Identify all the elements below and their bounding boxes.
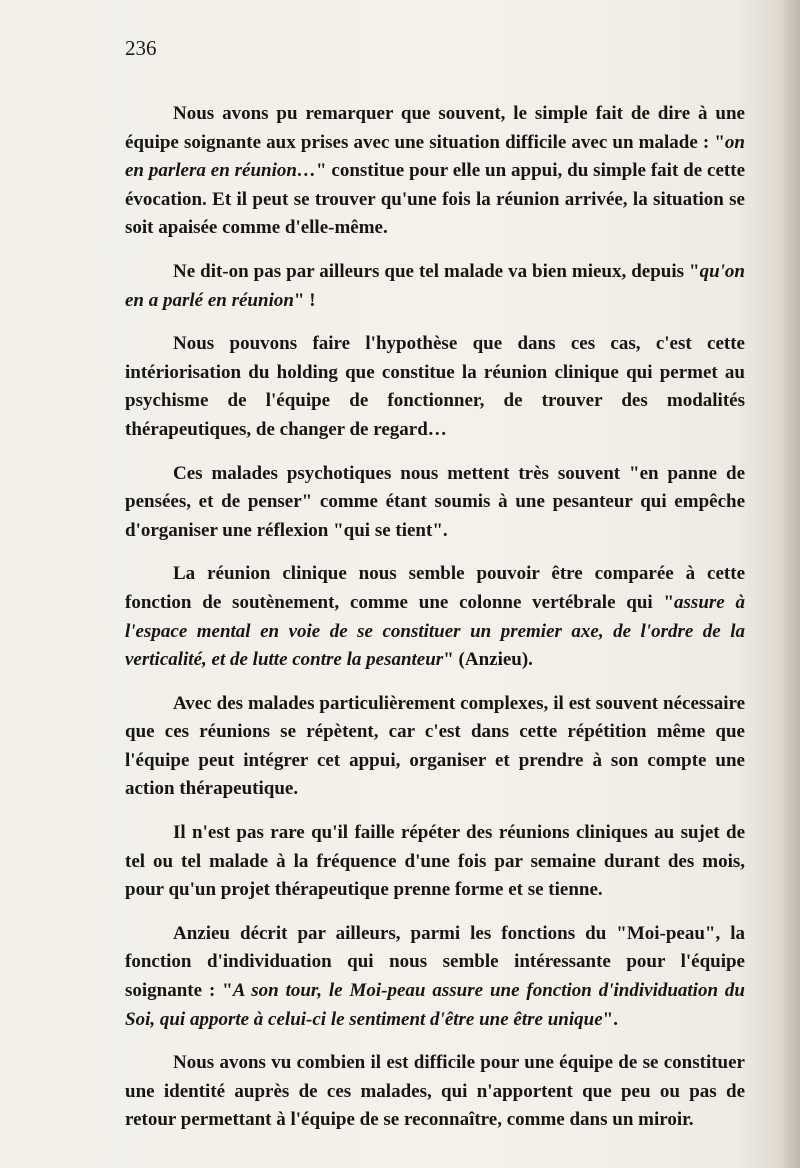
text-run: Nous pouvons faire l'hypothèse que dans ces cas, c'est cette intériorisation du holding que constitue la réunion clinique qui permet au psychisme de l'équipe de fonctionner, de trouver des modalités thérapeutiques, de changer de regard… xyxy=(125,333,745,440)
text-run: La réunion clinique nous semble pouvoir être comparée à cette fonction de soutènement, comme une colonne vertébrale qui " xyxy=(125,563,745,613)
paragraph xyxy=(125,100,745,243)
page-number: 236 xyxy=(125,36,157,60)
text-run: " constitue pour elle un appui, du simple fait de cette évocation. Et il peut se trouver qu'une fois la réunion arrivée, la situation se soit apaisée comme d'elle-même. xyxy=(125,160,746,239)
paragraph xyxy=(125,258,745,315)
paragraph xyxy=(125,1049,745,1135)
paragraph xyxy=(125,460,745,546)
text-run: Ne dit-on pas par ailleurs que tel malade va bien mieux, depuis " xyxy=(173,260,700,282)
text-run: Nous avons vu combien il est difficile pour une équipe de se constituer une identité auprès de ces malades, qui n'apportent que peu ou pas de retour permettant à l'équipe de se reconnaître, comme dans un miroir. xyxy=(125,1052,745,1131)
text-run: ". xyxy=(602,1008,618,1030)
paragraph xyxy=(125,920,745,1034)
italic-quote: A son tour, le Moi-peau assure une fonction d'individuation du Soi, qui apporte à celui-ci le sentiment d'être une être unique xyxy=(125,980,745,1030)
paragraph xyxy=(125,819,745,905)
italic-quote: qu'on en a parlé en réunion xyxy=(125,260,745,311)
text-run: Nous avons pu remarquer que souvent, le simple fait de dire à une équipe soignante aux prises avec une situation difficile avec un malade : " xyxy=(125,103,745,153)
text-run: Anzieu décrit par ailleurs, parmi les fonctions du "Moi-peau", la fonction d'individuation qui nous semble intéressante pour l'équipe soignante : " xyxy=(125,922,745,1002)
spine-shadow xyxy=(778,0,800,1168)
text-run: Il n'est pas rare qu'il faille répéter des réunions cliniques au sujet de tel ou tel malade à la fréquence d'une fois par semaine durant des mois, pour qu'un projet thérapeutique prenne forme et se tienne. xyxy=(125,822,745,901)
italic-quote: on en parlera en réunion… xyxy=(125,131,745,182)
text-run: Avec des malades particulièrement complexes, il est souvent nécessaire que ces réunions se répètent, car c'est dans cette répétition même que l'équipe peut intégrer cet appui, organiser et prendre à son compte une action thérapeutique. xyxy=(125,692,745,800)
paragraph xyxy=(125,690,745,804)
paragraph xyxy=(125,560,745,674)
text-run: " (Anzieu). xyxy=(443,649,533,671)
body-text xyxy=(125,100,745,1135)
italic-quote: assure à l'espace mental en voie de se constituer un premier axe, de l'ordre de la verticalité, et de lutte contre la pesanteur xyxy=(125,591,745,671)
text-run: " ! xyxy=(293,289,316,311)
text-run: Ces malades psychotiques nous mettent très souvent "en panne de pensées, et de penser" comme étant soumis à une pesanteur qui empêche d'organiser une réflexion "qui se tient". xyxy=(125,462,745,541)
paragraph xyxy=(125,330,745,444)
